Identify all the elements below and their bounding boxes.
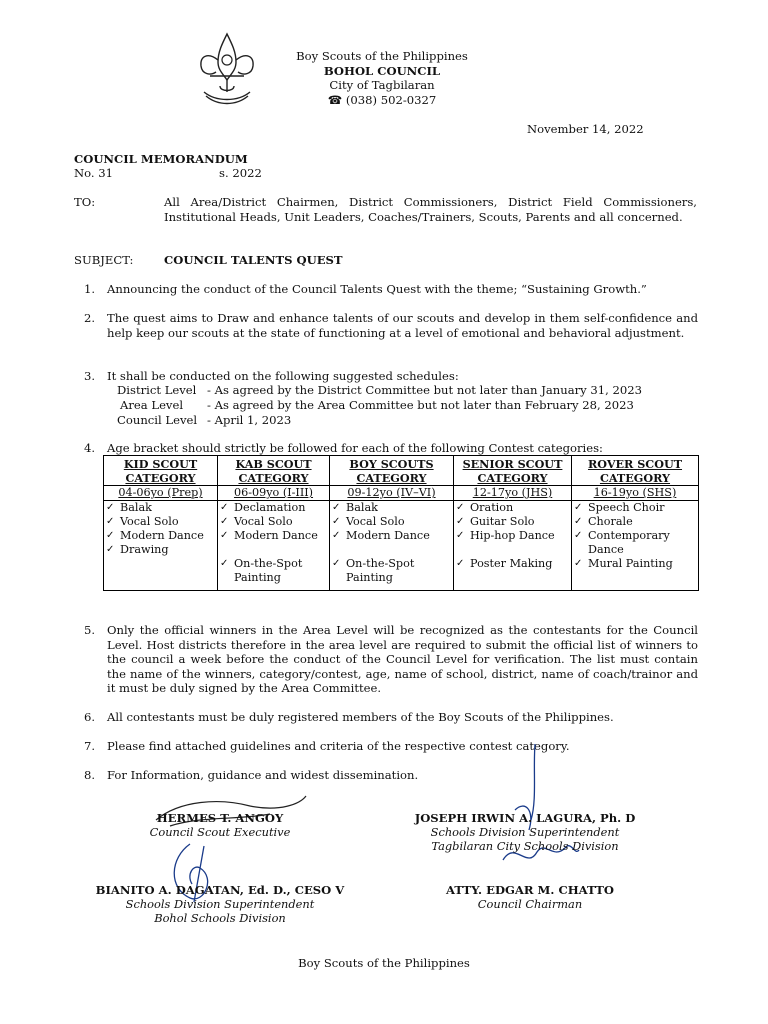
table-header-row bbox=[104, 456, 699, 486]
memo-title: COUNCIL MEMORANDUM bbox=[74, 152, 248, 166]
signatory-name: JOSEPH IRWIN A. LAGURA, Ph. D bbox=[414, 811, 636, 825]
table-header: KAB SCOUT CATEGORY bbox=[218, 456, 330, 486]
bsp-emblem-icon bbox=[196, 30, 258, 110]
list-item: 5. Only the official winners in the Area Level will be recognized as the contestants for the Council Level. Host districts therefore in the area level are required to submit the official list of winners to the council a week before the conduct of the Council Level for verification. The list must contain the name of the winners, category/contest, age, name of school, district, name of coach/trainor and it must be duly signed by the Area Committee. bbox=[84, 623, 698, 696]
list-item: ✓ Drawing bbox=[106, 543, 215, 557]
list-item: ✓ Modern Dance bbox=[106, 529, 215, 543]
table-header: KID SCOUT CATEGORY bbox=[104, 456, 218, 486]
table-header: ROVER SCOUT CATEGORY bbox=[572, 456, 699, 486]
table-header: BOY SCOUTS CATEGORY bbox=[330, 456, 454, 486]
schedule-level: District Level bbox=[117, 383, 197, 397]
signatory-title: Council Chairman bbox=[477, 897, 583, 911]
list-item: ✓ Balak bbox=[332, 501, 451, 515]
list-item: ✓ Oration bbox=[456, 501, 569, 515]
city-name: City of Tagbilaran bbox=[329, 78, 435, 92]
schedule-desc: - As agreed by the District Committee but not later than January 31, 2023 bbox=[207, 383, 643, 397]
event-list bbox=[574, 501, 696, 571]
phone-number: (038) 502-0327 bbox=[345, 92, 437, 107]
contest-category-table bbox=[103, 455, 699, 591]
council-name: BOHOL COUNCIL bbox=[323, 63, 441, 78]
page-footer: Boy Scouts of the Philippines bbox=[298, 956, 470, 970]
age-bracket: 04-06yo (Prep) bbox=[118, 486, 203, 499]
schedule-desc: - April 1, 2023 bbox=[207, 413, 292, 427]
list-item: ✓ Vocal Solo bbox=[332, 515, 451, 529]
list-item: ✓ Vocal Solo bbox=[106, 515, 215, 529]
list-item: ✓ Contemporary Dance bbox=[574, 529, 696, 557]
list-item: ✓ Hip-hop Dance bbox=[456, 529, 569, 543]
memo-date: November 14, 2022 bbox=[527, 122, 644, 136]
table-row bbox=[104, 501, 699, 591]
list-item: ✓ Balak bbox=[106, 501, 215, 515]
age-bracket: 12-17yo (JHS) bbox=[472, 486, 553, 499]
table-header: SENIOR SCOUT CATEGORY bbox=[454, 456, 572, 486]
memo-number: No. 31 bbox=[74, 166, 114, 180]
signatory-title: Council Scout Executive bbox=[149, 825, 291, 839]
table-row bbox=[104, 486, 699, 501]
list-item: ✓ On-the-Spot Painting bbox=[220, 557, 327, 585]
phone-icon: ☎ bbox=[327, 92, 343, 107]
list-item: 7. Please find attached guidelines and criteria of the respective contest category. bbox=[84, 739, 570, 753]
list-item: ✓ Modern Dance bbox=[332, 529, 451, 543]
list-item: ✓ Poster Making bbox=[456, 557, 569, 571]
list-item: 3. It shall be conducted on the following suggested schedules: bbox=[84, 369, 459, 383]
signatory-office: Bohol Schools Division bbox=[154, 911, 286, 925]
list-item: ✓ Speech Choir bbox=[574, 501, 696, 515]
signatory-block bbox=[80, 883, 360, 925]
signatory-title: Schools Division Superintendent bbox=[430, 825, 620, 839]
event-list bbox=[106, 501, 215, 557]
age-bracket: 16-19yo (SHS) bbox=[593, 486, 677, 499]
letterhead bbox=[262, 49, 502, 107]
list-item: 1. Announcing the conduct of the Council Talents Quest with the theme; “Sustaining Growth.” bbox=[84, 282, 647, 296]
to-text: All Area/District Chairmen, District Commissioners, District Field Commissioners, Institutional Heads, Unit Leaders, Coaches/Trainers, Scouts, Parents and all concerned. bbox=[164, 195, 697, 224]
signatory-name: BIANITO A. DAGATAN, Ed. D., CESO V bbox=[95, 883, 345, 897]
to-label: TO: bbox=[74, 195, 96, 209]
list-item: ✓ Modern Dance bbox=[220, 529, 327, 543]
subject-text: COUNCIL TALENTS QUEST bbox=[164, 253, 343, 267]
age-bracket: 09-12yo (IV–VI) bbox=[347, 486, 436, 499]
event-list bbox=[220, 501, 327, 585]
phone-line bbox=[262, 93, 502, 108]
list-item: ✓ Chorale bbox=[574, 515, 696, 529]
list-item: ✓ Declamation bbox=[220, 501, 327, 515]
list-item: 8. For Information, guidance and widest dissemination. bbox=[84, 768, 419, 782]
list-item: ✓ Vocal Solo bbox=[220, 515, 327, 529]
signatory-office: Tagbilaran City Schools Division bbox=[431, 839, 619, 853]
signatory-block bbox=[400, 811, 650, 853]
org-name: Boy Scouts of the Philippines bbox=[296, 49, 468, 63]
list-item: ✓ Mural Painting bbox=[574, 557, 696, 571]
signatory-name: HERMES T. ANGOY bbox=[156, 811, 284, 825]
signatory-block bbox=[120, 811, 320, 839]
memo-series: s. 2022 bbox=[219, 166, 262, 180]
event-list bbox=[456, 501, 569, 571]
schedule-level: Council Level bbox=[117, 413, 198, 427]
list-item: 2. The quest aims to Draw and enhance talents of our scouts and develop in them self-confidence and help keep our scouts at the state of functioning at a level of emotional and behavioral adjustment. bbox=[84, 311, 698, 340]
event-list bbox=[332, 501, 451, 585]
list-item: 6. All contestants must be duly registered members of the Boy Scouts of the Philippines. bbox=[84, 710, 614, 724]
list-item: 4. Age bracket should strictly be followed for each of the following Contest categories: bbox=[84, 441, 603, 455]
list-item: ✓ Guitar Solo bbox=[456, 515, 569, 529]
list-item: ✓ On-the-Spot Painting bbox=[332, 557, 451, 585]
schedule-desc: - As agreed by the Area Committee but not later than February 28, 2023 bbox=[207, 398, 634, 412]
age-bracket: 06-09yo (I-III) bbox=[233, 486, 314, 499]
schedule-level: Area Level bbox=[120, 398, 184, 412]
signatory-block bbox=[420, 883, 640, 911]
subject-label: SUBJECT: bbox=[74, 253, 134, 267]
signatory-title: Schools Division Superintendent bbox=[125, 897, 315, 911]
signatory-name: ATTY. EDGAR M. CHATTO bbox=[446, 883, 614, 897]
